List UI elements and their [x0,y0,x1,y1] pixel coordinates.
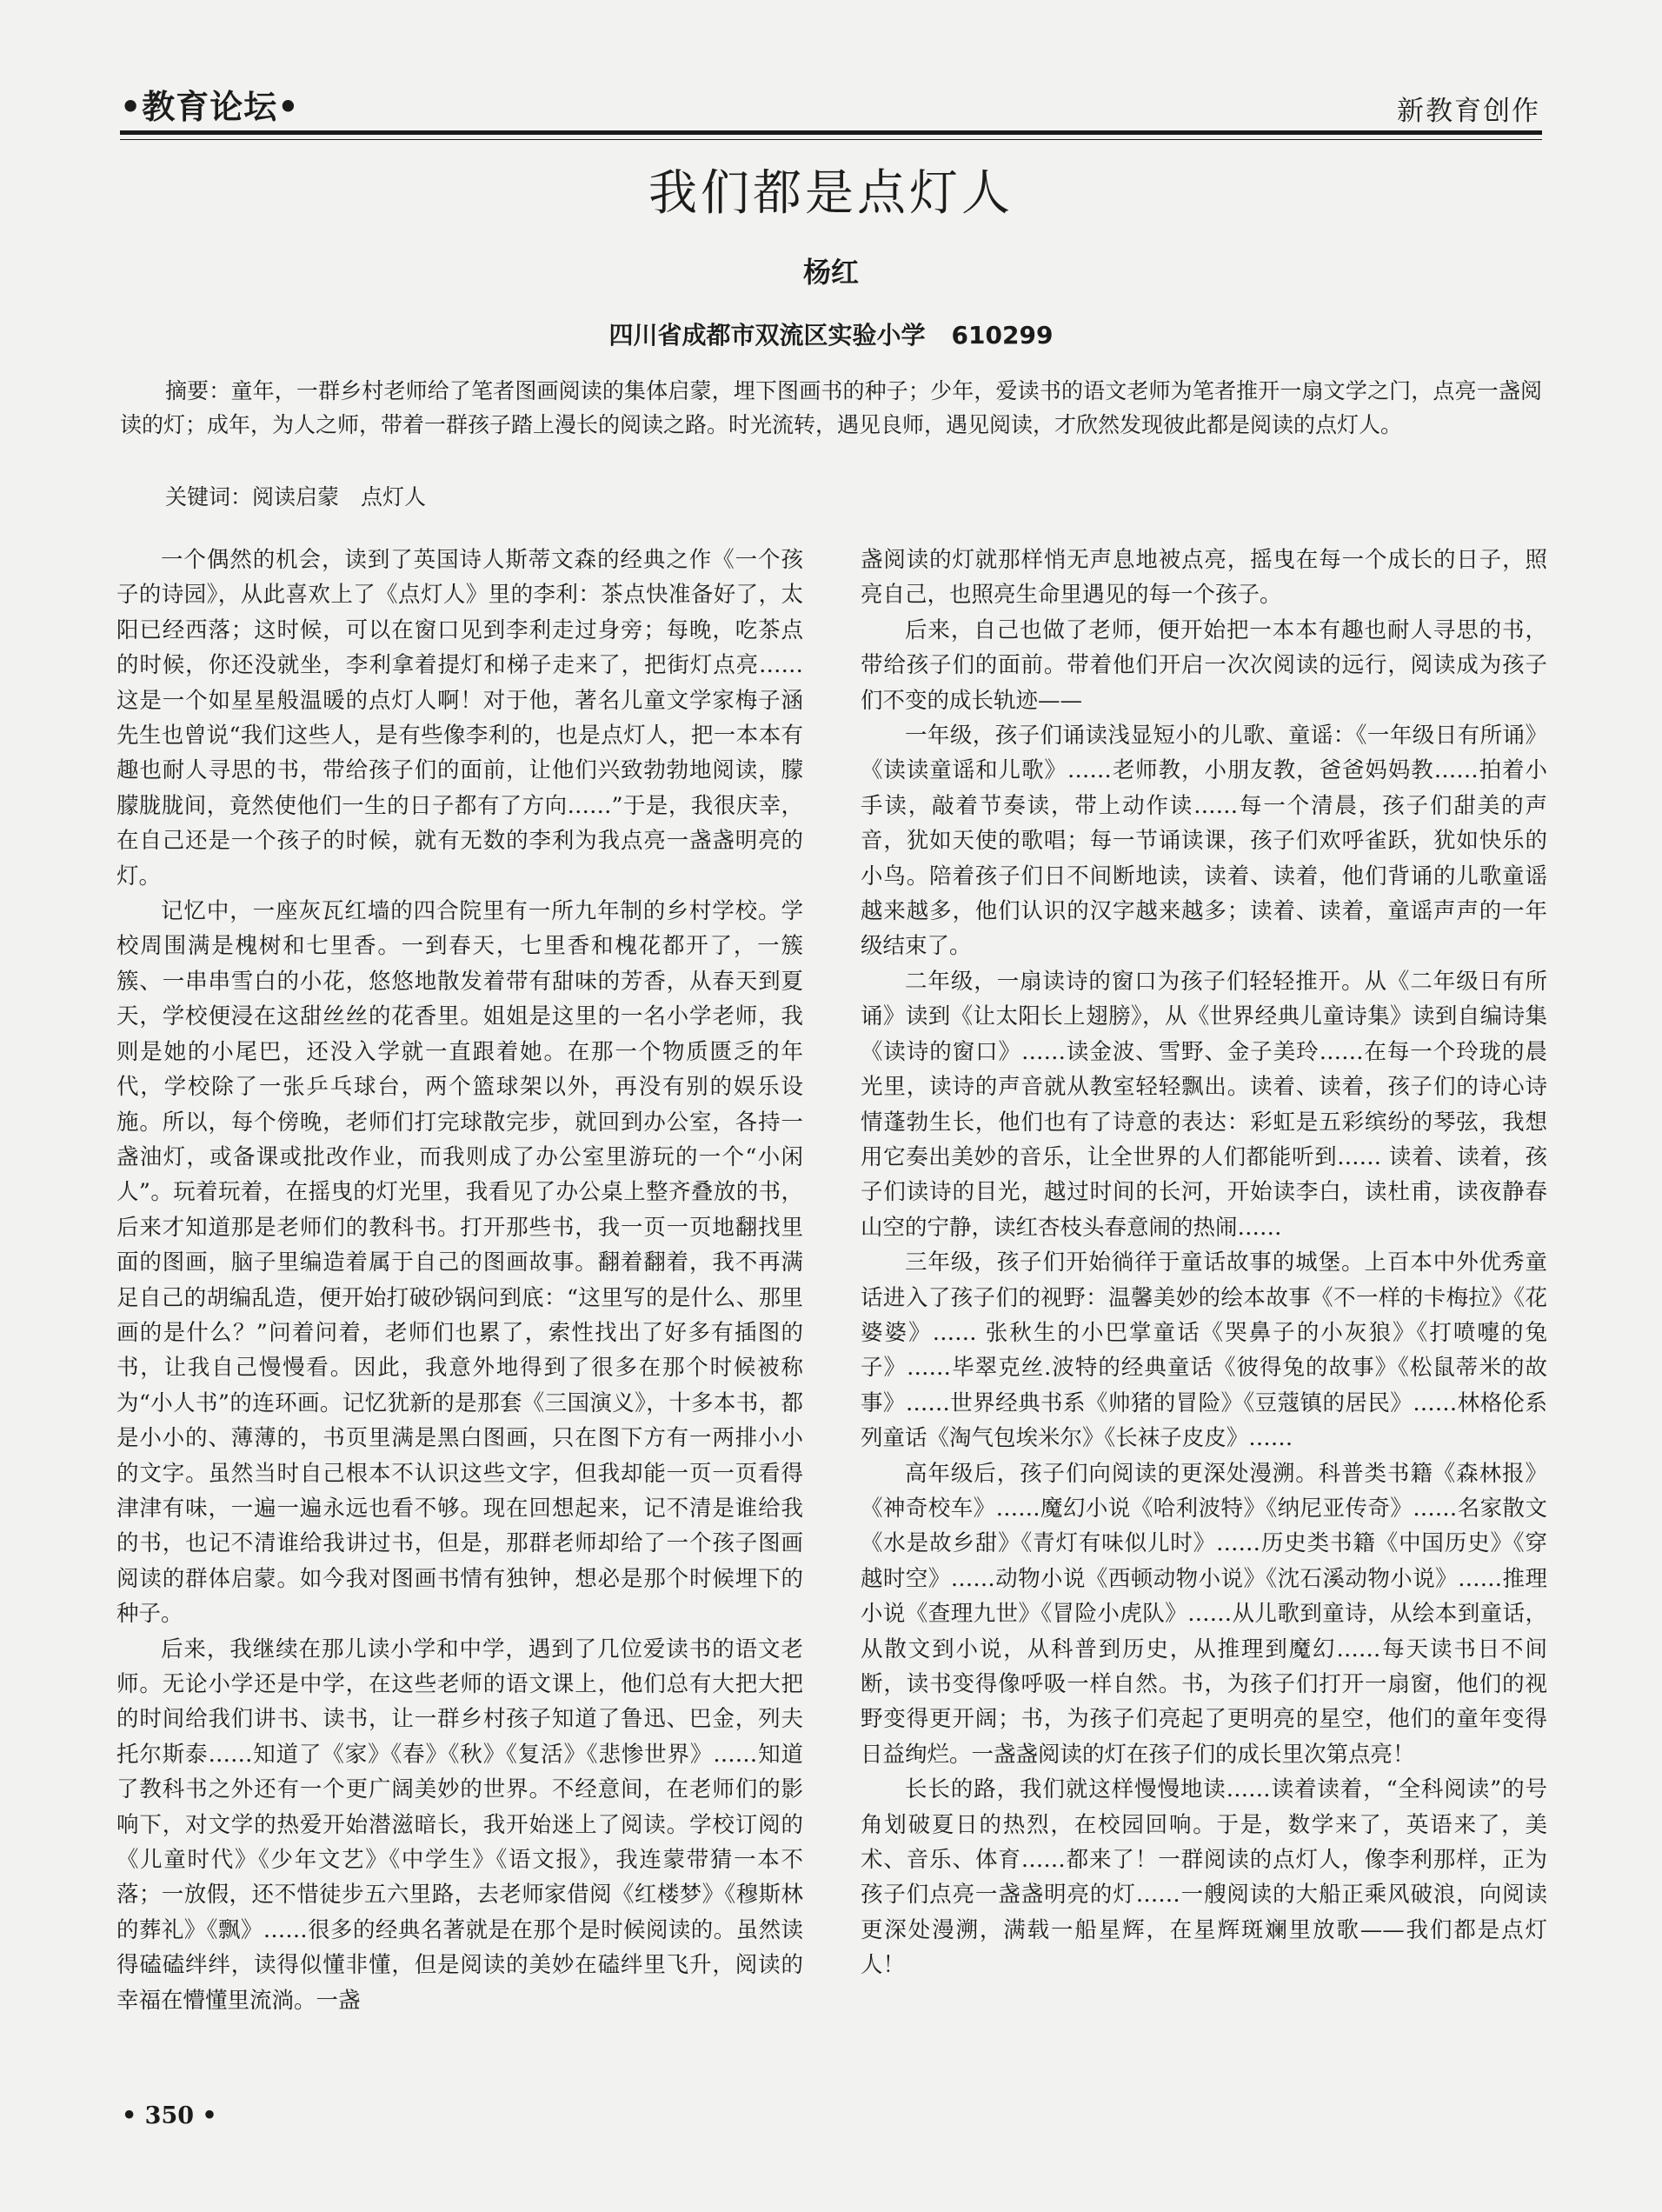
author-affiliation [0,316,1662,351]
paragraph: 记忆中，一座灰瓦红墙的四合院里有一所九年制的乡村学校。学校周围满是槐树和七里香。一到春天，七里香和槐花都开了，一簇簇、一串串雪白的小花，悠悠地散发着带有甜味的芳香，从春天到夏天，学校便浸在这甜丝丝的花香里。姐姐是这里的一名小学老师，我则是她的小尾巴，还没入学就一直跟着她。在那一个物质匮乏的年代，学校除了一张乒乓球台，两个篮球架以外，再没有别的娱乐设施。所以，每个傍晚，老师们打完球散完步，就回到办公室，各持一盏油灯，或备课或批改作业，而我则成了办公室里游玩的一个“小闲人”。玩着玩着，在摇曳的灯光里，我看见了办公桌上整齐叠放的书，后来才知道那是老师们的教科书。打开那些书，我一页一页地翻找里面的图画，脑子里编造着属于自己的图画故事。翻着翻着，我不再满足自己的胡编乱造，便开始打破砂锅问到底：“这里写的是什么、那里画的是什么？”问着问着，老师们也累了，索性找出了好多有插图的书，让我自己慢慢看。因此，我意外地得到了很多在那个时候被称为“小人书”的连环画。记忆犹新的是那套《三国演义》，十多本书，都是小小的、薄薄的，书页里满是黑白图画，只在图下方有一两排小小的文字。虽然当时自己根本不认识这些文字，但我却能一页一页看得津津有味，一遍一遍永远也看不够。现在回想起来，记不清是谁给我的书，也记不清谁给我讲过书，但是，那群老师却给了一个孩子图画阅读的群体启蒙。如今我对图画书情有独钟，想必是那个时候埋下的种子。 [116,898,803,1628]
section-header: •教育论坛• [120,88,300,126]
postcode: 610299 [951,321,1054,350]
abstract-text: 童年，一群乡村老师给了笔者图画阅读的集体启蒙，埋下图画书的种子；少年，爱读书的语文老师为笔者推开一扇文学之门，点亮一盏阅读的灯；成年，为人之师，带着一群孩子踏上漫长的阅读之路。时光流转，遇见良师，遇见阅读，才欣然发现彼此都是阅读的点灯人。 [120,378,1542,437]
paragraph: 长长的路，我们就这样慢慢地读……读着读着，“全科阅读”的号角划破夏日的热烈，在校园回响。于是，数学来了，英语来了，美术、音乐、体育……都来了！一群阅读的点灯人，像李利那样，正为孩子们点亮一盏盏明亮的灯……一艘阅读的大船正乘风破浪，向阅读更深处漫溯，满载一船星辉，在星辉斑斓里放歌——我们都是点灯人！ [861,1776,1547,1979]
abstract [120,374,1542,442]
affiliation-name: 四川省成都市双流区实验小学 [608,321,926,350]
author-name: 杨红 [802,256,859,289]
page-number: • 350 • [122,2102,217,2129]
paragraph: 高年级后，孩子们向阅读的更深处漫溯。科普类书籍《森林报》《神奇校车》……魔幻小说《哈利波特》《纳尼亚传奇》……名家散文《水是故乡甜》《青灯有味似儿时》……历史类书籍《中国历史》《穿越时空》……动物小说《西顿动物小说》《沈石溪动物小说》……推理小说《查理九世》《冒险小虎队》……从儿歌到童诗，从绘本到童话，从散文到小说，从科普到历史，从推理到魔幻……每天读书日不间断，读书变得像呼吸一样自然。书，为孩子们打开一扇窗，他们的视野变得更开阔；书，为孩子们亮起了更明亮的星空，他们的童年变得日益绚烂。一盏盏阅读的灯在孩子们的成长里次第点亮！ [861,1460,1547,1768]
header-rule-thick [120,130,1542,135]
body-column-right [861,543,1547,1983]
paragraph: 二年级，一扇读诗的窗口为孩子们轻轻推开。从《二年级日有所诵》读到《让太阳长上翅膀》，从《世界经典儿童诗集》读到自编诗集《读诗的窗口》……读金波、雪野、金子美玲……在每一个玲珑的晨光里，读诗的声音就从教室轻轻飘出。读着、读着，孩子们的诗心诗情蓬勃生长，他们也有了诗意的表达：彩虹是五彩缤纷的琴弦，我想用它奏出美妙的音乐，让全世界的人们都能听到…… 读着、读着，孩子们读诗的目光，越过时间的长河，开始读李白，读杜甫，读夜静春山空的宁静，读红杏枝头春意闹的热闹…… [861,968,1547,1241]
paragraph: 一个偶然的机会，读到了英国诗人斯蒂文森的经典之作《一个孩子的诗园》，从此喜欢上了《点灯人》里的李利：茶点快准备好了，太阳已经西落；这时候，可以在窗口见到李利走过身旁；每晚，吃茶点的时候，你还没就坐，李利拿着提灯和梯子走来了，把街灯点亮……这是一个如星星般温暖的点灯人啊！对于他，著名儿童文学家梅子涵先生也曾说“我们这些人，是有些像李利的，也是点灯人，把一本本有趣也耐人寻思的书，带给孩子们的面前，让他们兴致勃勃地阅读，朦朦胧胧间，竟然使他们一生的日子都有了方向……”于是，我很庆幸，在自己还是一个孩子的时候，就有无数的李利为我点亮一盏盏明亮的灯。 [116,547,803,889]
paragraph: 三年级，孩子们开始徜徉于童话故事的城堡。上百本中外优秀童话进入了孩子们的视野：温馨美妙的绘本故事《不一样的卡梅拉》《花婆婆》…… 张秋生的小巴掌童话《哭鼻子的小灰狼》《打喷嚏的兔子》……毕翠克丝.波特的经典童话《彼得兔的故事》《松鼠蒂米的故事》……世界经典书系《帅猪的冒险》《豆蔻镇的居民》……林格伦系列童话《淘气包埃米尔》《长袜子皮皮》…… [861,1249,1547,1452]
header-rule-thin [120,139,1542,140]
keywords-text: 阅读启蒙 点灯人 [252,484,427,510]
paragraph-continuation: 盏阅读的灯就那样悄无声息地被点亮，摇曳在每一个成长的日子，照亮自己，也照亮生命里遇见的每一个孩子。 [861,547,1547,609]
journal-name: 新教育创作 [1397,96,1540,127]
paragraph: 一年级，孩子们诵读浅显短小的儿歌、童谣：《一年级日有所诵》《读读童谣和儿歌》……老师教，小朋友教，爸爸妈妈教……拍着小手读，敲着节奏读，带上动作读……每一个清晨，孩子们甜美的声音，犹如天使的歌唱；每一节诵读课，孩子们欢呼雀跃，犹如快乐的小鸟。陪着孩子们日不间断地读，读着、读着，他们背诵的儿歌童谣越来越多，他们认识的汉字越来越多；读着、读着，童谣声声的一年级结束了。 [861,723,1547,960]
body-column-left [116,543,803,2018]
abstract-label: 摘要： [165,378,231,403]
article-title: 我们都是点灯人 [648,165,1014,222]
keywords [165,480,426,514]
paragraph: 后来，自己也做了老师，便开始把一本本有趣也耐人寻思的书，带给孩子们的面前。带着他们开启一次次阅读的远行，阅读成为孩子们不变的成长轨迹—— [861,616,1547,714]
paragraph: 后来，我继续在那儿读小学和中学，遇到了几位爱读书的语文老师。无论小学还是中学，在这些老师的语文课上，他们总有大把大把的时间给我们讲书、读书，让一群乡村孩子知道了鲁迅、巴金，列夫托尔斯泰……知道了《家》《春》《秋》《复活》《悲惨世界》……知道了教科书之外还有一个更广阔美妙的世界。不经意间，在老师们的影响下，对文学的热爱开始潜滋暗长，我开始迷上了阅读。学校订阅的《儿童时代》《少年文艺》《中学生》《语文报》，我连蒙带猜一本不落；一放假，还不惜徒步五六里路，去老师家借阅《红楼梦》《穆斯林的葬礼》《飘》……很多的经典名著就是在那个是时候阅读的。虽然读得磕磕绊绊，读得似懂非懂，但是阅读的美妙在磕绊里飞升，阅读的幸福在懵懂里流淌。一盏 [116,1636,803,2014]
keywords-label: 关键词： [165,484,253,510]
